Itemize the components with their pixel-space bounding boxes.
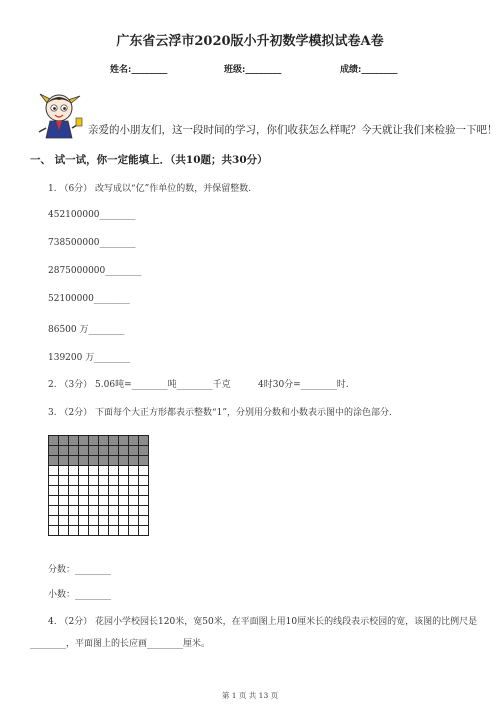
question-2-stem: 2. （3分） 5.06吨=________吨________千克 [48,380,231,390]
grid-cell [69,516,79,526]
grid-cell [109,506,119,516]
grid-cell-shaded [109,446,119,456]
grid-cell-shaded [79,456,89,466]
grid-cell [49,496,59,506]
grid-cell [89,496,99,506]
grid-cell [129,506,139,516]
grid-cell [79,476,89,486]
grid-cell-shaded [49,456,59,466]
grid-cell-shaded [139,446,149,456]
question-2-extra: 4时30分=________时. [258,380,349,390]
grid-cell [99,476,109,486]
grid-cell [129,486,139,496]
grid-cell [119,526,129,536]
grid-cell [139,476,149,486]
grid-cell [99,516,109,526]
grid-cell [89,476,99,486]
grid-cell-shaded [59,456,69,466]
class-field: 班级:________ [224,65,282,75]
grid-cell-shaded [49,436,59,446]
grid-cell [99,526,109,536]
grid-cell-shaded [49,446,59,456]
grid-cell [59,476,69,486]
grid-cell [119,476,129,486]
grid-cell [119,506,129,516]
q3-decimal-answer: 小数：________ [48,590,112,600]
grid-cell [129,526,139,536]
grid-cell-shaded [129,436,139,446]
grid-cell [79,496,89,506]
grid-cell [59,516,69,526]
grid-cell-shaded [89,446,99,456]
grid-cell [89,466,99,476]
grid-cell [109,466,119,476]
grid-cell-shaded [99,436,109,446]
grid-cell [109,476,119,486]
grid-cell [139,506,149,516]
grid-cell [79,526,89,536]
grid-cell [129,516,139,526]
question-3-stem: 3. （2分） 下面每个大正方形都表示整数“1”，分别用分数和小数表示图中的涂色部分. [48,408,392,418]
grid-cell-shaded [129,446,139,456]
grid-cell [79,516,89,526]
grid-cell-shaded [129,456,139,466]
mascot-icon [34,88,84,142]
q1-item-5: 86500 万________ [48,325,125,335]
grid-cell [49,476,59,486]
question-4-line-2: ________，平面图上的长应画________厘米。 [30,639,211,649]
grid-cell-shaded [89,436,99,446]
grid-cell [69,486,79,496]
q1-item-2: 738500000________ [48,238,136,248]
grid-cell [99,506,109,516]
grid-cell [109,496,119,506]
grid-cell [129,476,139,486]
grid-cell [59,506,69,516]
grid-cell [59,486,69,496]
grid-cell [119,516,129,526]
grid-cell [89,526,99,536]
grid-cell [79,506,89,516]
grid-cell [109,486,119,496]
grid-cell [49,526,59,536]
grid-cell [129,466,139,476]
section-heading: 一、 试一试，你一定能填上．（共10题；共30分） [30,154,268,166]
grid-cell-shaded [99,456,109,466]
grid-cell-shaded [69,446,79,456]
grid-cell [79,486,89,496]
grid-cell-shaded [119,446,129,456]
grid-cell [69,506,79,516]
grid-cell-shaded [79,446,89,456]
grid-cell [109,516,119,526]
grid-cell-shaded [99,446,109,456]
grid-cell [49,506,59,516]
grid-cell [139,486,149,496]
grid-cell [129,496,139,506]
grid-cell [69,476,79,486]
grid-cell [79,466,89,476]
hundred-square-grid [48,435,149,536]
grid-cell-shaded [79,436,89,446]
grid-cell [69,526,79,536]
page-title: 广东省云浮市2020版小升初数学模拟试卷A卷 [116,34,384,49]
grid-cell-shaded [109,456,119,466]
question-4-line-1: 4. （2分） 花园小学校园长120米，宽50米，在平面图上用10厘米长的线段表示校园的宽，该图的比例尺是 [48,617,478,627]
grid-cell [119,496,129,506]
grid-cell [119,466,129,476]
grid-cell [59,496,69,506]
grid-cell [59,466,69,476]
q1-item-4: 52100000________ [48,294,130,304]
grid-cell-shaded [139,436,149,446]
q3-fraction-answer: 分数：________ [48,565,112,575]
q1-item-6: 139200 万________ [48,353,131,363]
grid-cell-shaded [119,456,129,466]
grid-cell-shaded [69,436,79,446]
q1-item-1: 452100000________ [48,210,136,220]
question-1-stem: 1. （6分） 改写成以“亿”作单位的数，并保留整数. [48,184,252,194]
greeting-text: 亲爱的小朋友们，这一段时间的学习，你们收获怎么样呢？今天就让我们来检验一下吧！ [88,124,498,136]
grid-cell-shaded [59,436,69,446]
grid-cell [99,496,109,506]
grid-cell [49,486,59,496]
q1-item-3: 2875000000________ [48,266,142,276]
grid-cell [139,496,149,506]
grid-cell [59,526,69,536]
grid-cell-shaded [119,436,129,446]
name-field: 姓名:________ [110,65,168,75]
grid-cell-shaded [89,456,99,466]
grid-cell [89,506,99,516]
grid-cell [99,466,109,476]
grid-cell [69,496,79,506]
grid-cell [49,466,59,476]
grid-cell [69,466,79,476]
grid-cell-shaded [59,446,69,456]
grid-cell-shaded [109,436,119,446]
grid-cell [89,486,99,496]
grid-cell [89,516,99,526]
grid-cell [119,486,129,496]
grid-cell [99,486,109,496]
grid-cell [49,516,59,526]
page-footer: 第 1 页 共 13 页 [221,691,279,700]
grid-cell [109,526,119,536]
grid-cell [139,466,149,476]
grid-cell [139,516,149,526]
grid-cell-shaded [139,456,149,466]
grid-cell [139,526,149,536]
score-field: 成绩:________ [340,65,398,75]
grid-cell-shaded [69,456,79,466]
